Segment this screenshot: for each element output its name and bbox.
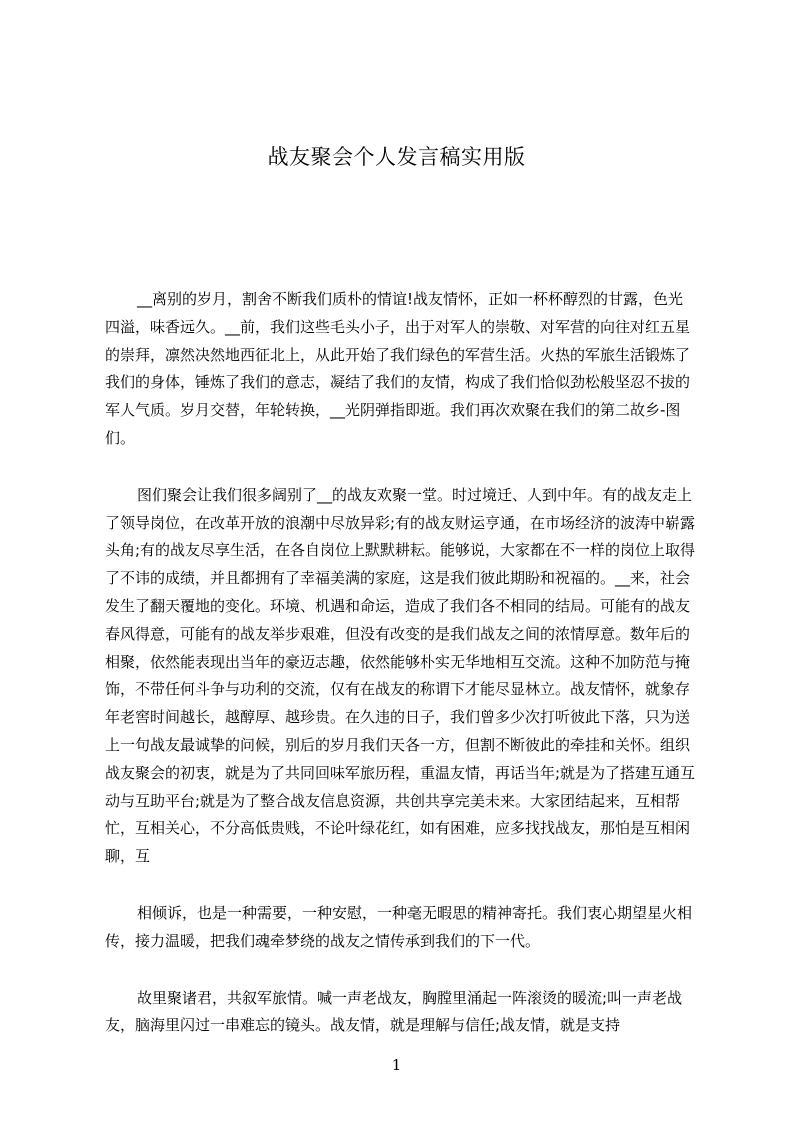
paragraph: 图们聚会让我们很多阔别了__的战友欢聚一堂。时过境迁、人到中年。有的战友走上了领导岗位，在改革开放的浪潮中尽放异彩;有的战友财运亨通，在市场经济的波涛中崭露头角;有的战友尽享生活，在各自岗位上默默耕耘。能够说，大家都在不一样的岗位上取得了不讳的成绩，并且都拥有了幸福美满的家庭，这是我们彼此期盼和祝福的。__来，社会发生了翻天覆地的变化。环境、机遇和命运，造成了我们各不相同的结局。可能有的战友春风得意，可能有的战友举步艰难，但没有改变的是我们战友之间的浓情厚意。数年后的相聚，依然能表现出当年的豪迈志趣，依然能够朴实无华地相互交流。这种不加防范与掩饰，不带任何斗争与功利的交流，仅有在战友的称谓下才能尽显林立。战友情怀，就象存年老窖时间越长，越醇厚、越珍贵。在久违的日子，我们曾多少次打听彼此下落，只为送上一句战友最诚挚的问候，别后的岁月我们天各一方，但割不断彼此的牵挂和关怀。组织战友聚会的初衷，就是为了共同回味军旅历程，重温友情，再话当年;就是为了搭建互通互动与互助平台;就是为了整合战友信息资源，共创共享完美未来。大家团结起来，互相帮忙，互相关心，不分高低贵贱，不论叶绿花红，如有困难，应多找找战友，那怕是互相闲聊，互: [105, 485, 696, 866]
document-body: [105, 286, 698, 1069]
page-number: 1: [391, 1056, 402, 1074]
paragraph: 故里聚诸君，共叙军旅情。喊一声老战友，胸膛里涌起一阵滚烫的暖流;叫一声老战友，脑海里闪过一串难忘的镜头。战友情，就是理解与信任;战友情，就是支持: [105, 988, 683, 1035]
paragraph: 相倾诉，也是一种需要，一种安慰，一种毫无暇思的精神寄托。我们衷心期望星火相传，接力温暖，把我们魂牵梦绕的战友之情传承到我们的下一代。: [105, 903, 693, 950]
paragraph: __离别的岁月，割舍不断我们质朴的情谊!战友情怀，正如一杯杯醇烈的甘露，色光四溢，味香远久。__前，我们这些毛头小子，出于对军人的崇敬、对军营的向往对红五星的崇拜，凛然决然地西征北上，从此开始了我们绿色的军营生活。火热的军旅生活锻炼了我们的身体，锤炼了我们的意志，凝结了我们的友情，构成了我们恰似劲松般坚忍不拔的军人气质。岁月交替，年轮转换，__光阴弹指即逝。我们再次欢聚在我们的第二故乡-图们。: [105, 290, 691, 447]
document-title: 战友聚会个人发言稿实用版: [267, 145, 526, 169]
